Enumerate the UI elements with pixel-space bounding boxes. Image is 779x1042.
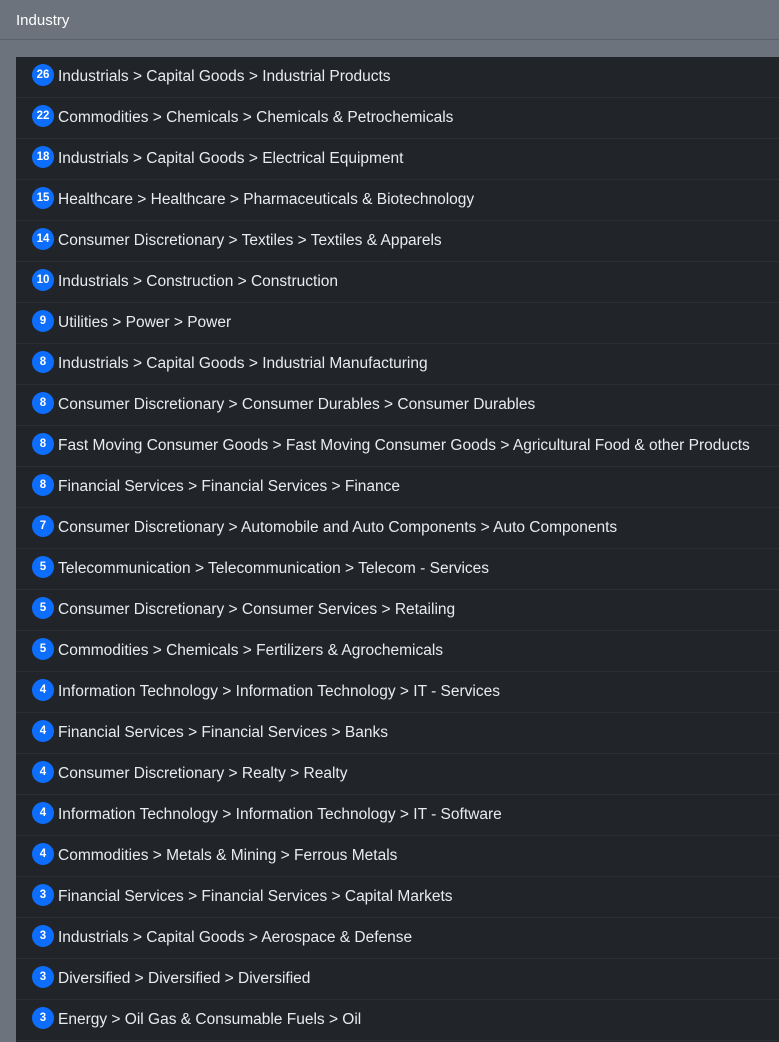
industry-label: Industrials > Capital Goods > Electrical Equipment bbox=[58, 150, 404, 167]
industry-label: Diversified > Diversified > Diversified bbox=[58, 970, 311, 987]
industry-label: Commodities > Chemicals > Fertilizers & Agrochemicals bbox=[58, 642, 444, 659]
page-title: Industry bbox=[16, 12, 70, 29]
industry-label: Healthcare > Healthcare > Pharmaceuticals & Biotechnology bbox=[58, 191, 475, 208]
count-badge: 3 bbox=[32, 1007, 54, 1029]
list-item[interactable] bbox=[16, 508, 779, 549]
industry-label: Utilities > Power > Power bbox=[58, 314, 232, 331]
count-badge: 4 bbox=[32, 761, 54, 783]
list-item[interactable] bbox=[16, 139, 779, 180]
list-item[interactable] bbox=[16, 549, 779, 590]
industry-label: Information Technology > Information Technology > IT - Services bbox=[58, 683, 500, 700]
count-badge: 22 bbox=[32, 105, 54, 127]
count-badge: 4 bbox=[32, 679, 54, 701]
count-badge: 5 bbox=[32, 638, 54, 660]
count-badge: 3 bbox=[32, 884, 54, 906]
count-badge: 8 bbox=[32, 351, 54, 373]
count-badge: 3 bbox=[32, 966, 54, 988]
industry-label: Financial Services > Financial Services > Finance bbox=[58, 478, 401, 495]
count-badge: 5 bbox=[32, 597, 54, 619]
list-item[interactable] bbox=[16, 385, 779, 426]
list-item[interactable] bbox=[16, 1000, 779, 1041]
industry-label: Consumer Discretionary > Consumer Durables > Consumer Durables bbox=[58, 396, 536, 413]
list-item[interactable] bbox=[16, 836, 779, 877]
list-item[interactable] bbox=[16, 918, 779, 959]
list-item[interactable] bbox=[16, 754, 779, 795]
industry-label: Consumer Discretionary > Automobile and Auto Components > Auto Components bbox=[58, 519, 618, 536]
list-item[interactable] bbox=[16, 713, 779, 754]
list-item[interactable] bbox=[16, 467, 779, 508]
count-badge: 10 bbox=[32, 269, 54, 291]
count-badge: 7 bbox=[32, 515, 54, 537]
industry-label: Consumer Discretionary > Realty > Realty bbox=[58, 765, 348, 782]
industry-label: Industrials > Capital Goods > Aerospace & Defense bbox=[58, 929, 413, 946]
industry-label: Consumer Discretionary > Consumer Services > Retailing bbox=[58, 601, 456, 618]
list-item[interactable] bbox=[16, 672, 779, 713]
list-item[interactable] bbox=[16, 262, 779, 303]
list-item[interactable] bbox=[16, 795, 779, 836]
list-item[interactable] bbox=[16, 303, 779, 344]
list-item[interactable] bbox=[16, 57, 779, 98]
industry-label: Financial Services > Financial Services > Capital Markets bbox=[58, 888, 453, 905]
list-item[interactable] bbox=[16, 221, 779, 262]
count-badge: 18 bbox=[32, 146, 54, 168]
industry-label: Commodities > Chemicals > Chemicals & Petrochemicals bbox=[58, 109, 454, 126]
count-badge: 15 bbox=[32, 187, 54, 209]
list-item[interactable] bbox=[16, 959, 779, 1000]
count-badge: 4 bbox=[32, 843, 54, 865]
industry-label: Industrials > Capital Goods > Industrial Manufacturing bbox=[58, 355, 428, 372]
list-item[interactable] bbox=[16, 426, 779, 467]
industry-label: Energy > Oil Gas & Consumable Fuels > Oil bbox=[58, 1011, 362, 1028]
count-badge: 8 bbox=[32, 474, 54, 496]
industry-list bbox=[16, 57, 779, 1042]
count-badge: 26 bbox=[32, 64, 54, 86]
count-badge: 9 bbox=[32, 310, 54, 332]
count-badge: 4 bbox=[32, 720, 54, 742]
count-badge: 8 bbox=[32, 392, 54, 414]
count-badge: 3 bbox=[32, 925, 54, 947]
list-item[interactable] bbox=[16, 590, 779, 631]
list-item[interactable] bbox=[16, 180, 779, 221]
industry-label: Telecommunication > Telecommunication > Telecom - Services bbox=[58, 560, 490, 577]
list-item[interactable] bbox=[16, 877, 779, 918]
count-badge: 4 bbox=[32, 802, 54, 824]
count-badge: 14 bbox=[32, 228, 54, 250]
count-badge: 5 bbox=[32, 556, 54, 578]
count-badge: 8 bbox=[32, 433, 54, 455]
panel-header bbox=[0, 0, 779, 40]
industry-label: Consumer Discretionary > Textiles > Textiles & Apparels bbox=[58, 232, 442, 249]
list-item[interactable] bbox=[16, 344, 779, 385]
industry-label: Information Technology > Information Technology > IT - Software bbox=[58, 806, 502, 823]
industry-label: Financial Services > Financial Services > Banks bbox=[58, 724, 388, 741]
list-item[interactable] bbox=[16, 631, 779, 672]
industry-label: Industrials > Construction > Construction bbox=[58, 273, 338, 290]
industry-label: Industrials > Capital Goods > Industrial Products bbox=[58, 68, 391, 85]
industry-label: Commodities > Metals & Mining > Ferrous Metals bbox=[58, 847, 398, 864]
industry-label: Fast Moving Consumer Goods > Fast Moving Consumer Goods > Agricultural Food & other Products bbox=[58, 437, 750, 454]
list-item[interactable] bbox=[16, 98, 779, 139]
